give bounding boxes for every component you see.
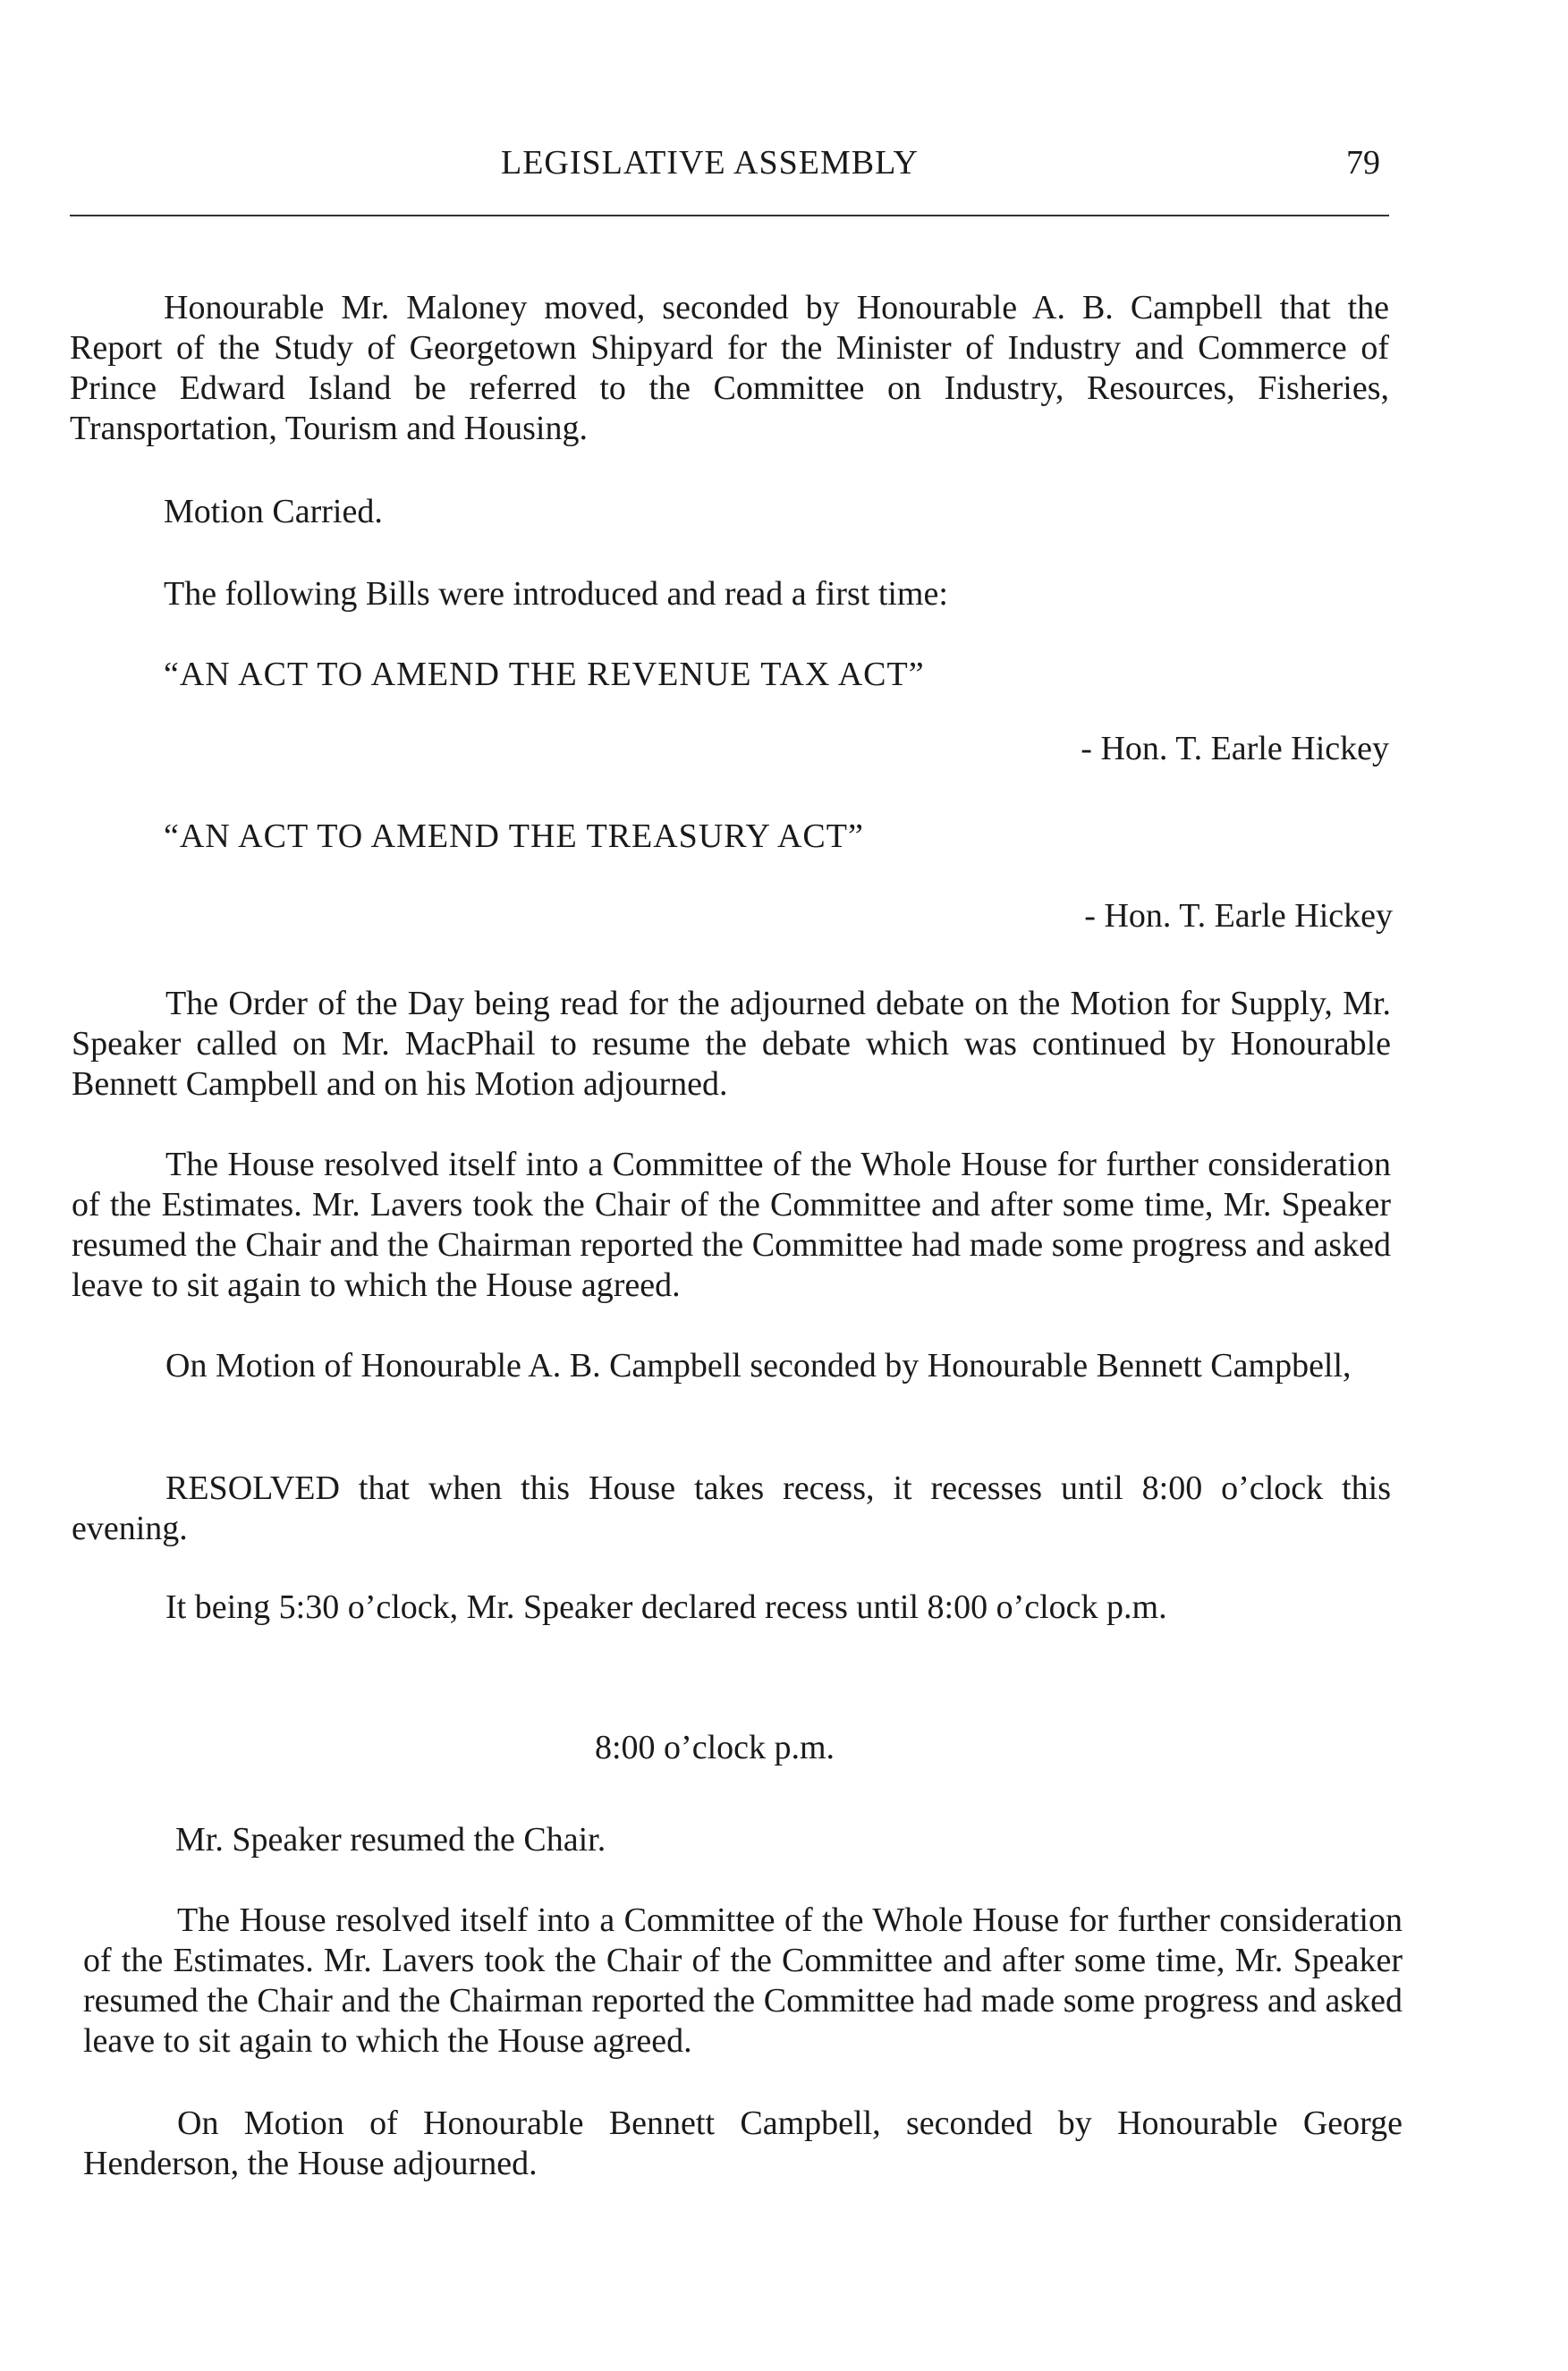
paragraph-motion-carried: Motion Carried. xyxy=(164,493,383,530)
paragraph-committee-whole-house-1: The House resolved itself into a Committee of the Whole House for further consideration of the Estimates. Mr. Lavers took the Chair of the Committee and after some time, Mr. Speaker resumed the Chair and the Chairman reported the Committee had made some progress and asked leave to sit again to which the House agreed. xyxy=(72,1146,1391,1304)
bill-sponsor-revenue-tax: - Hon. T. Earle Hickey xyxy=(1081,730,1389,767)
page-header-title: LEGISLATIVE ASSEMBLY xyxy=(501,144,919,182)
header-rule xyxy=(70,215,1389,216)
paragraph-resolved-recess: RESOLVED that when this House takes recess, it recesses until 8:00 o’clock this evening. xyxy=(72,1469,1391,1547)
paragraph-committee-whole-house-2: The House resolved itself into a Committee of the Whole House for further consideration of the Estimates. Mr. Lavers took the Chair of the Committee and after some time, Mr. Speaker resumed the Chair and the Chairman reported the Committee had made some progress and asked leave to sit again to which the House agreed. xyxy=(83,1901,1403,2060)
bill-sponsor-treasury: - Hon. T. Earle Hickey xyxy=(1084,897,1393,935)
page-number: 79 xyxy=(1346,144,1380,182)
paragraph-recess-declared: It being 5:30 o’clock, Mr. Speaker declared recess until 8:00 o’clock p.m. xyxy=(165,1588,1167,1626)
paragraph-maloney-motion: Honourable Mr. Maloney moved, seconded by Honourable A. B. Campbell that the Report of the Study of Georgetown Shipyard for the Minister of Industry and Commerce of Prince Edward Island be referred to the Committee on Industry, Resources, Fisheries, Transportation, Tourism and Housing. xyxy=(70,289,1389,447)
paragraph-bills-intro: The following Bills were introduced and read a first time: xyxy=(164,575,948,613)
paragraph-speaker-resumed: Mr. Speaker resumed the Chair. xyxy=(175,1821,606,1859)
paragraph-order-of-day: The Order of the Day being read for the adjourned debate on the Motion for Supply, Mr. Speaker called on Mr. MacPhail to resume the debate which was continued by Honourable Bennett Campbell and on his Motion adjourned. xyxy=(72,985,1391,1103)
time-heading: 8:00 o’clock p.m. xyxy=(595,1729,835,1766)
bill-title-treasury: “AN ACT TO AMEND THE TREASURY ACT” xyxy=(164,817,864,855)
paragraph-adjourned: On Motion of Honourable Bennett Campbell, seconded by Honourable George Henderson, the House adjourned. xyxy=(83,2104,1403,2182)
paragraph-motion-campbell: On Motion of Honourable A. B. Campbell seconded by Honourable Bennett Campbell, xyxy=(165,1347,1352,1384)
bill-title-revenue-tax: “AN ACT TO AMEND THE REVENUE TAX ACT” xyxy=(164,656,925,693)
